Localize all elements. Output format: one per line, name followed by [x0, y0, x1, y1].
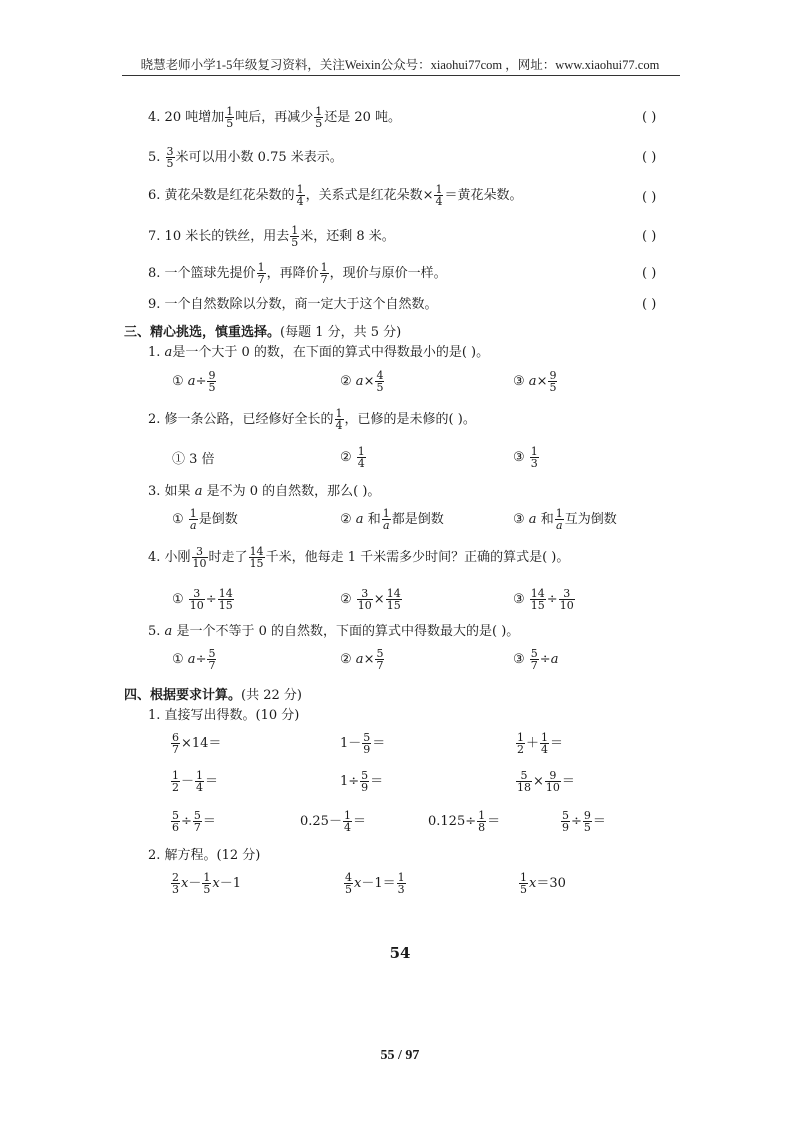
calc-r2c1: $\frac{1}{2}$ － $\frac{1}{4}$ ＝: [172, 769, 219, 794]
mc-question-3: 3. 如果 a 是不为 0 的自然数，那么( )。: [148, 484, 381, 499]
answer-paren-q5[interactable]: ( ): [642, 150, 657, 165]
mc-question-2: 2. 修一条公路，已经修好全长的 $\frac{1}{4}$ ，已修的是未修的( )。: [148, 407, 476, 432]
calc-r3c2: 0.25－ $\frac{1}{4}$ ＝: [300, 809, 366, 834]
section-4-heading: 四、根据要求计算。(共 22 分): [124, 688, 302, 703]
mc-question-5: 5. a 是一个不等于 0 的自然数，下面的算式中得数最大的是( )。: [148, 624, 520, 639]
equation-2: $\frac{4}{5}$ x－1＝ $\frac{1}{3}$: [345, 871, 405, 896]
mc-q5-option-1[interactable]: ① a÷ $\frac{5}{7}$: [172, 647, 216, 672]
mc-q2-option-2[interactable]: ② $\frac{1}{4}$: [340, 445, 365, 470]
subsection-2-heading: 2. 解方程。(12 分): [148, 848, 261, 863]
answer-paren-q8[interactable]: ( ): [642, 266, 657, 281]
mc-question-4: 4. 小刚 $\frac{3}{10}$ 时走了 $\frac{14}{15}$ 千米，他每走 1 千米需多少时间？正确的算式是( )。: [148, 545, 570, 570]
calc-r3c4: $\frac{5}{9}$ ÷ $\frac{9}{5}$ ＝: [562, 809, 606, 834]
section-3-heading: 三、精心挑选，慎重选择。(每题 1 分，共 5 分): [124, 325, 402, 340]
question-8: 8. 一个篮球先提价 $\frac{1}{7}$ ，再降价 $\frac{1}{7}$ ，现价与原价一样。: [148, 261, 447, 286]
mc-q2-option-3[interactable]: ③ $\frac{1}{3}$: [513, 445, 538, 470]
answer-paren-q7[interactable]: ( ): [642, 229, 657, 244]
mc-q4-option-3[interactable]: ③ $\frac{14}{15}$ ÷ $\frac{3}{10}$: [513, 587, 574, 612]
subsection-1-heading: 1. 直接写出得数。(10 分): [148, 708, 300, 723]
question-5: 5. $\frac{3}{5}$ 米可以用小数 0.75 米表示。: [148, 145, 343, 170]
calc-r2c2: 1÷ $\frac{5}{9}$ ＝: [340, 769, 384, 794]
calc-r1c2: 1－ $\frac{5}{9}$ ＝: [340, 731, 386, 756]
mc-q5-option-2[interactable]: ② a× $\frac{5}{7}$: [340, 647, 384, 672]
mc-q3-option-3[interactable]: ③ a 和 $\frac{1}{a}$ 互为倒数: [513, 507, 617, 532]
calc-r2c3: $\frac{5}{18}$ × $\frac{9}{10}$ ＝: [517, 769, 575, 794]
page-counter: 55 / 97: [380, 1048, 420, 1063]
mc-q2-option-1[interactable]: ① 3 倍: [172, 452, 215, 467]
answer-paren-q9[interactable]: ( ): [642, 297, 657, 312]
question-7: 7. 10 米长的铁丝，用去 $\frac{1}{5}$ 米，还剩 8 米。: [148, 224, 395, 249]
mc-q4-option-1[interactable]: ① $\frac{3}{10}$ ÷ $\frac{14}{15}$: [172, 587, 233, 612]
equation-1: $\frac{2}{3}$ x－ $\frac{1}{5}$ x－1: [172, 871, 241, 896]
question-9: 9. 一个自然数除以分数，商一定大于这个自然数。: [148, 297, 438, 312]
mc-q5-option-3[interactable]: ③ $\frac{5}{7}$ ÷a: [513, 647, 559, 672]
answer-paren-q4[interactable]: ( ): [642, 110, 657, 125]
page-header-text: 晓慧老师小学1-5年级复习资料，关注Weixin公众号：xiaohui77com ，网址：www.xiaohui77.com: [140, 58, 660, 72]
equation-3: $\frac{1}{5}$ x＝30: [520, 871, 566, 896]
mc-q1-option-3[interactable]: ③ a× $\frac{9}{5}$: [513, 369, 557, 394]
mc-q3-option-1[interactable]: ① $\frac{1}{a}$ 是倒数: [172, 507, 238, 532]
mc-q1-option-1[interactable]: ① a÷ $\frac{9}{5}$: [172, 369, 216, 394]
mc-q4-option-2[interactable]: ② $\frac{3}{10}$ × $\frac{14}{15}$: [340, 587, 401, 612]
answer-paren-q6[interactable]: ( ): [642, 190, 657, 205]
page-number: 54: [389, 944, 411, 962]
calc-r3c1: $\frac{5}{6}$ ÷ $\frac{5}{7}$ ＝: [172, 809, 216, 834]
calc-r1c1: $\frac{6}{7}$ ×14＝: [172, 731, 222, 756]
mc-question-1: 1. a是一个大于 0 的数，在下面的算式中得数最小的是( )。: [148, 345, 490, 360]
calc-r1c3: $\frac{1}{2}$ ＋ $\frac{1}{4}$ ＝: [517, 731, 564, 756]
mc-q3-option-2[interactable]: ② a 和 $\frac{1}{a}$ 都是倒数: [340, 507, 444, 532]
header-rule: [122, 75, 680, 76]
mc-q1-option-2[interactable]: ② a× $\frac{4}{5}$: [340, 369, 384, 394]
question-6: 6. 黄花朵数是红花朵数的 $\frac{1}{4}$ ，关系式是红花朵数× $\frac{1}{4}$ ＝黄花朵数。: [148, 183, 523, 208]
question-4: 4. 20 吨增加 $\frac{1}{5}$ 吨后，再减少 $\frac{1}{5}$ 还是 20 吨。: [148, 105, 402, 130]
calc-r3c3: 0.125÷ $\frac{1}{8}$ ＝: [428, 809, 501, 834]
